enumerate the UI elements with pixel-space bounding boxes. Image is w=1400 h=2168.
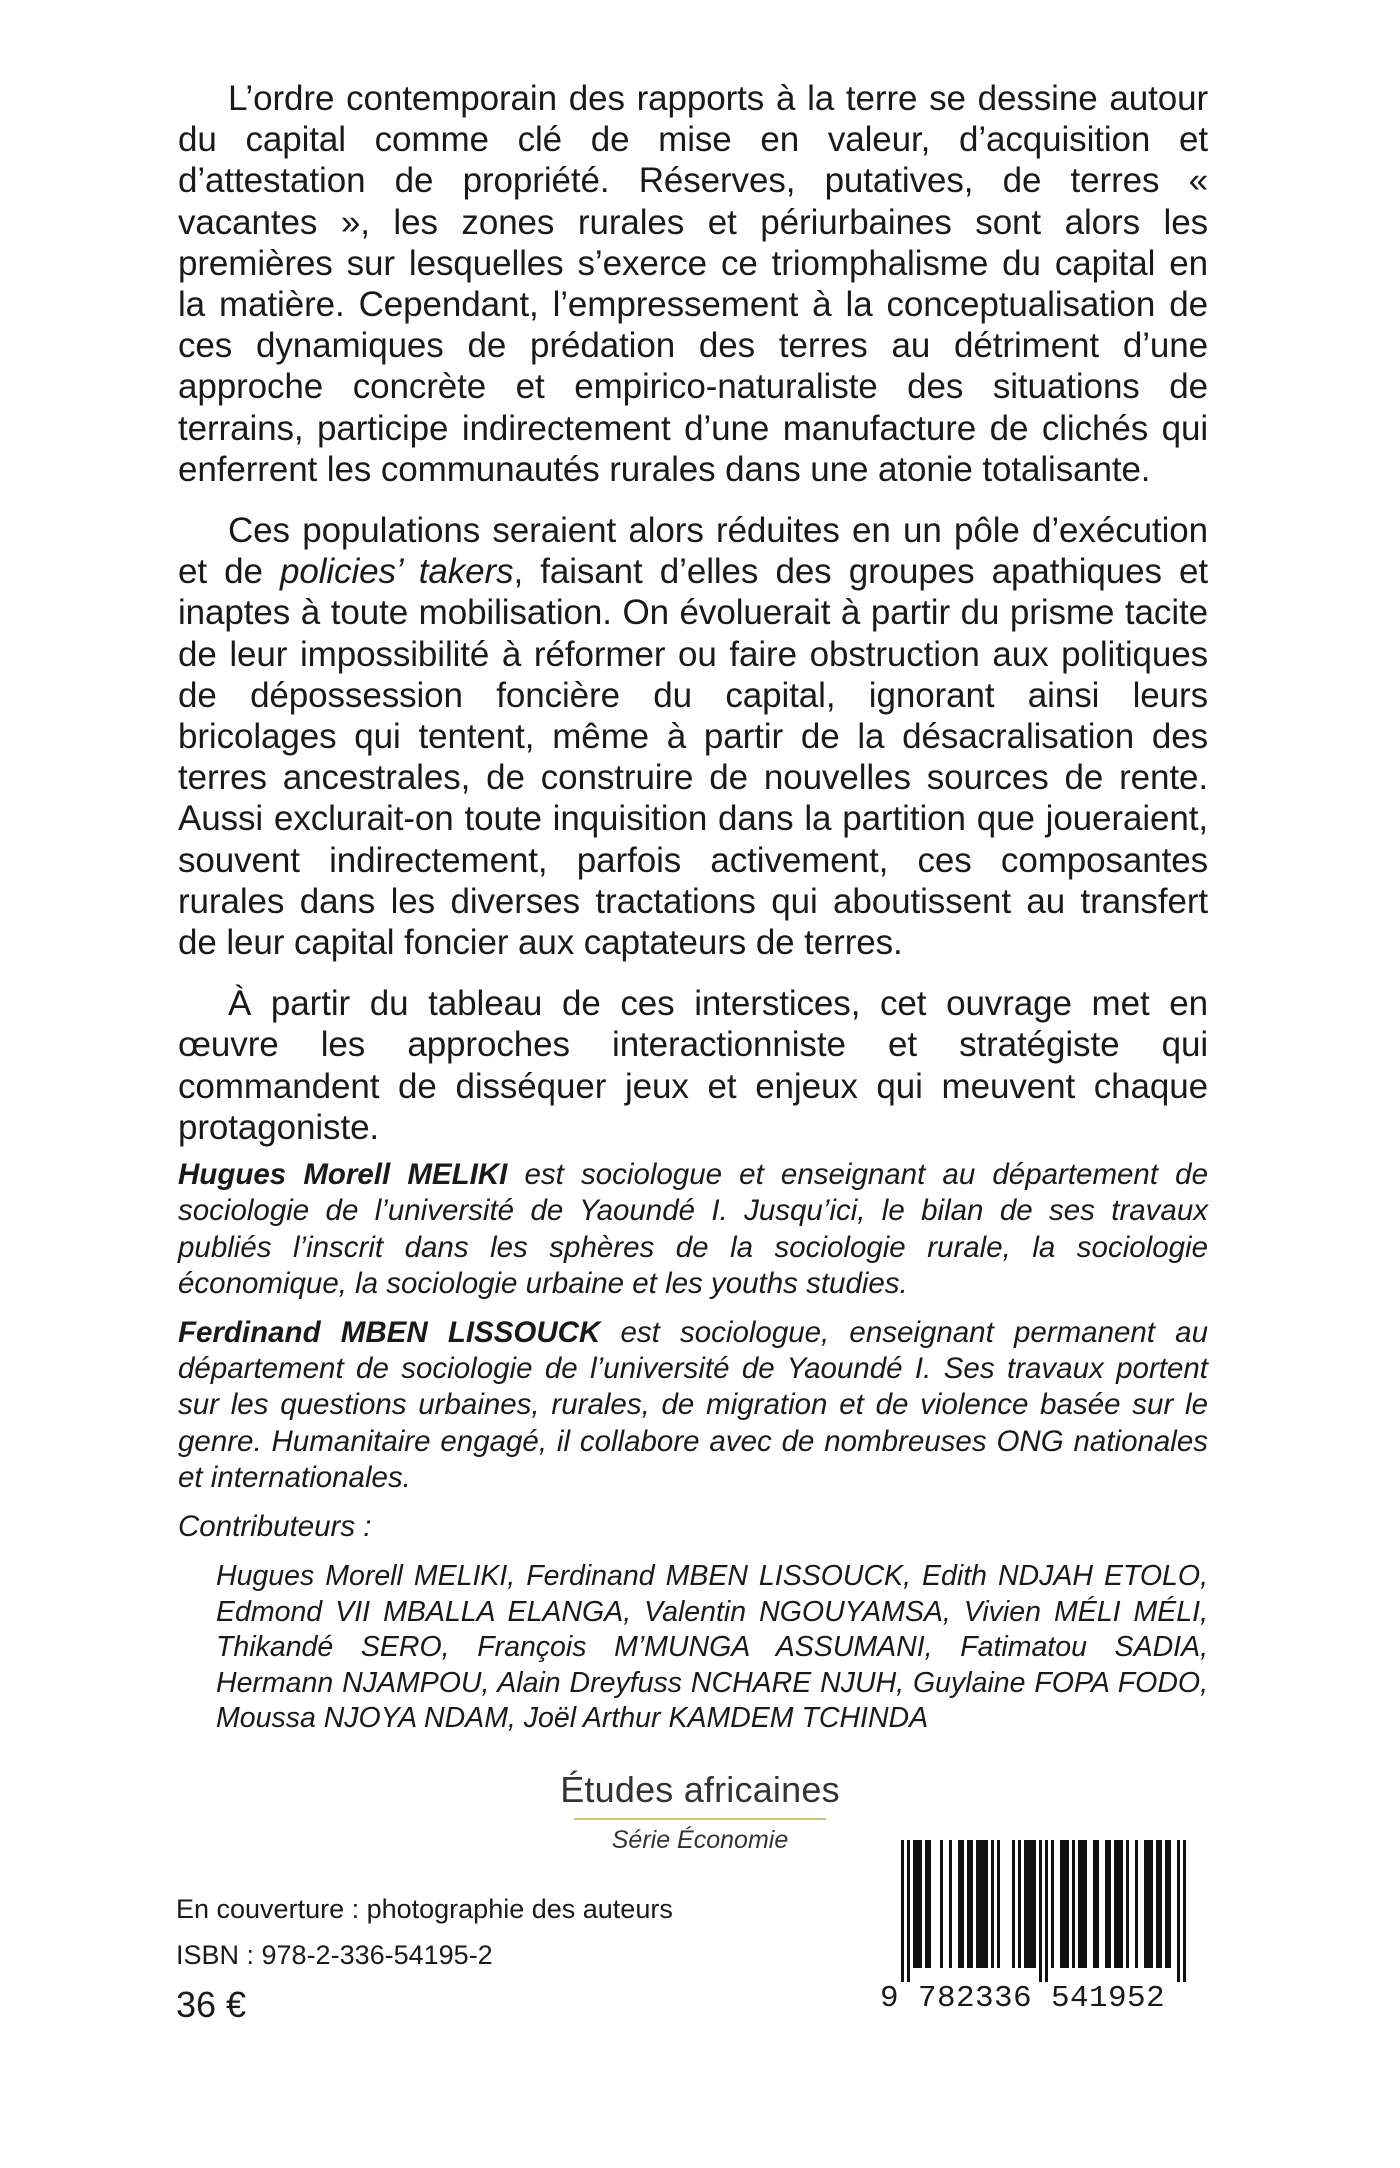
barcode-bar-33 (1081, 1840, 1084, 1968)
barcode-bar-2 (913, 1840, 916, 1968)
barcode-bar-48 (1159, 1840, 1162, 1968)
barcode-bar-47 (1156, 1840, 1159, 1968)
publication-info (176, 1892, 673, 2026)
summary-paragraph-1: L’ordre contemporain des rapports à la terre se dessine autour du capital comme clé de mise en valeur, d’acquisition et d’attestation de propriété. Réserves, putatives, de terres « vacantes », les zones rurales et périurbaines sont alors les premières sur lesquelles s’exerce ce triomphalisme du capital en la matière. Cependant, l’empressement à la conceptualisation de ces dynamiques de prédation des terres au détriment d’une approche concrète et empirico-naturaliste des situations de terrains, participe indirectement d’une manufacture de clichés qui enferrent les communautés rurales dans une atonie totalisante. (178, 79, 1208, 489)
barcode-bar-50 (1168, 1840, 1171, 1968)
barcode-bar-25 (1039, 1840, 1042, 1982)
barcode-bar-23 (1030, 1840, 1033, 1968)
summary-paragraph-3: À partir du tableau de ces interstices, cet ouvrage met en œuvre les approches interactionniste et stratégiste qui commandent de disséquer jeux et enjeux qui meuvent chaque protagoniste. (178, 984, 1208, 1147)
barcode-bar-39 (1114, 1840, 1117, 1968)
series-title: Études africaines (560, 1769, 840, 1810)
barcode-bar-16 (985, 1840, 988, 1968)
barcode-bar-14 (979, 1840, 982, 1968)
barcode-bar-52 (1183, 1840, 1186, 1982)
barcode-bar-32 (1078, 1840, 1081, 1968)
barcode-bar-30 (1066, 1840, 1069, 1968)
barcode-bar-29 (1063, 1840, 1066, 1968)
barcode-bar-11 (967, 1840, 970, 1968)
author-bio-2 (178, 1315, 1208, 1497)
barcode-digits: 9 782336 541952 (880, 1981, 1166, 2016)
summary-paragraph-2 (178, 510, 1208, 963)
barcode-bar-34 (1084, 1840, 1087, 1968)
author-2-name: Ferdinand MBEN LISSOUCK (178, 1315, 601, 1349)
barcode-bar-49 (1165, 1840, 1168, 1968)
author-2-bio: est sociologue, enseignant permanent au département de sociologie de l’université de Yaoundé I. Ses travaux portent sur les questions urbaines, rurales, de migration et de violence basée sur le genre. Humanitaire engagé, il collabore avec de nombreuses ONG nationales et internationales. (178, 1315, 1208, 1495)
barcode-bar-31 (1072, 1840, 1075, 1968)
barcode-bar-36 (1096, 1840, 1099, 1968)
barcode-bar-22 (1027, 1840, 1030, 1968)
summary-paragraph-2-start: Ces populations seraient alors réduites en un pôle d’exécution et de (178, 511, 1208, 592)
author-bio-1 (178, 1157, 1208, 1303)
barcode-bar-6 (928, 1840, 931, 1968)
barcode-bar-8 (949, 1840, 952, 1968)
barcode-bar-41 (1120, 1840, 1123, 1968)
barcode-bar-51 (1177, 1840, 1180, 1982)
barcode-bar-13 (976, 1840, 979, 1968)
barcode-bar-19 (1012, 1840, 1015, 1968)
isbn: ISBN : 978-2-336-54195-2 (176, 1940, 493, 1970)
barcode-bar-4 (919, 1840, 922, 1968)
price: 36 € (176, 1984, 247, 2025)
contributors-label: Contributeurs : (178, 1509, 372, 1543)
barcode-bar-26 (1045, 1840, 1048, 1982)
summary-paragraph-2-end: , faisant d’elles des groupes apathiques et inaptes à toute mobilisation. On évoluerait à partir du prisme tacite de leur impossibilité à réformer ou faire obstruction aux politiques de dépossession foncière du capital, ignorant ainsi leurs bricolages qui tentent, même à partir de la désacralisation des terres ancestrales, de construire de nouvelles sources de rente. Aussi exclurait-on toute inquisition dans la partition que joueraient, souvent indirectement, parfois activement, ces composantes rurales dans les diverses tractations qui aboutissent au transfert de leur capital foncier aux captateurs de terres. (178, 552, 1208, 963)
cover-credit: En couverture : photographie des auteurs (176, 1894, 673, 1924)
barcode-bar-45 (1147, 1840, 1150, 1968)
barcode-bar-3 (916, 1840, 919, 1968)
barcode-bar-10 (961, 1840, 964, 1968)
barcode (880, 1840, 1198, 2016)
barcode-bar-1 (907, 1840, 910, 1982)
author-1-bio: est sociologue et enseignant au département de sociologie de l’université de Yaoundé I. Jusqu’ici, le bilan de ses travaux publiés l’inscrit dans les sphères de la sociologie rurale, la sociologie économique, la sociologie urbaine et les youths studies. (178, 1158, 1208, 1301)
barcode-bar-18 (997, 1840, 1000, 1968)
barcode-bar-20 (1018, 1840, 1021, 1968)
barcode-bar-28 (1060, 1840, 1063, 1968)
barcode-bar-38 (1108, 1840, 1111, 1968)
author-bios (178, 1157, 1208, 1737)
series-logo (560, 1768, 840, 1856)
summary-paragraph-2-italic: policies’ takers (279, 552, 514, 592)
barcode-bar-27 (1051, 1840, 1054, 1968)
contributors-list: Hugues Morell MELIKI, Ferdinand MBEN LISSOUCK, Edith NDJAH ETOLO, Edmond VII MBALLA ELANGA, Valentin NGOUYAMSA, Vivien MÉLI MÉLI, Thikandé SERO, François M’MUNGA ASSUMANI, Fatimatou SADIA, Hermann NJAMPOU, Alain Dreyfuss NCHARE NJUH, Guylaine FOPA FODO, Moussa NJOYA NDAM, Joël Arthur KAMDEM TCHINDA (216, 1560, 1208, 1735)
series-subtitle: Série Économie (611, 1826, 789, 1854)
barcode-bar-42 (1126, 1840, 1129, 1968)
barcode-bar-46 (1150, 1840, 1153, 1968)
barcode-bar-0 (901, 1840, 904, 1982)
barcode-bar-24 (1033, 1840, 1036, 1968)
barcode-bar-21 (1024, 1840, 1027, 1968)
barcode-bar-17 (991, 1840, 994, 1968)
series-divider (574, 1818, 826, 1820)
barcode-bars (880, 1840, 1198, 1986)
barcode-bar-35 (1093, 1840, 1096, 1968)
barcode-bar-43 (1135, 1840, 1138, 1968)
summary-text (178, 78, 1208, 1168)
barcode-bar-44 (1144, 1840, 1147, 1968)
barcode-bar-9 (958, 1840, 961, 1968)
barcode-bar-15 (982, 1840, 985, 1968)
barcode-bar-7 (940, 1840, 943, 1968)
barcode-bar-40 (1117, 1840, 1120, 1968)
author-1-name: Hugues Morell MELIKI (178, 1158, 508, 1191)
barcode-bar-37 (1105, 1840, 1108, 1968)
barcode-bar-5 (925, 1840, 928, 1968)
barcode-bar-12 (970, 1840, 973, 1968)
